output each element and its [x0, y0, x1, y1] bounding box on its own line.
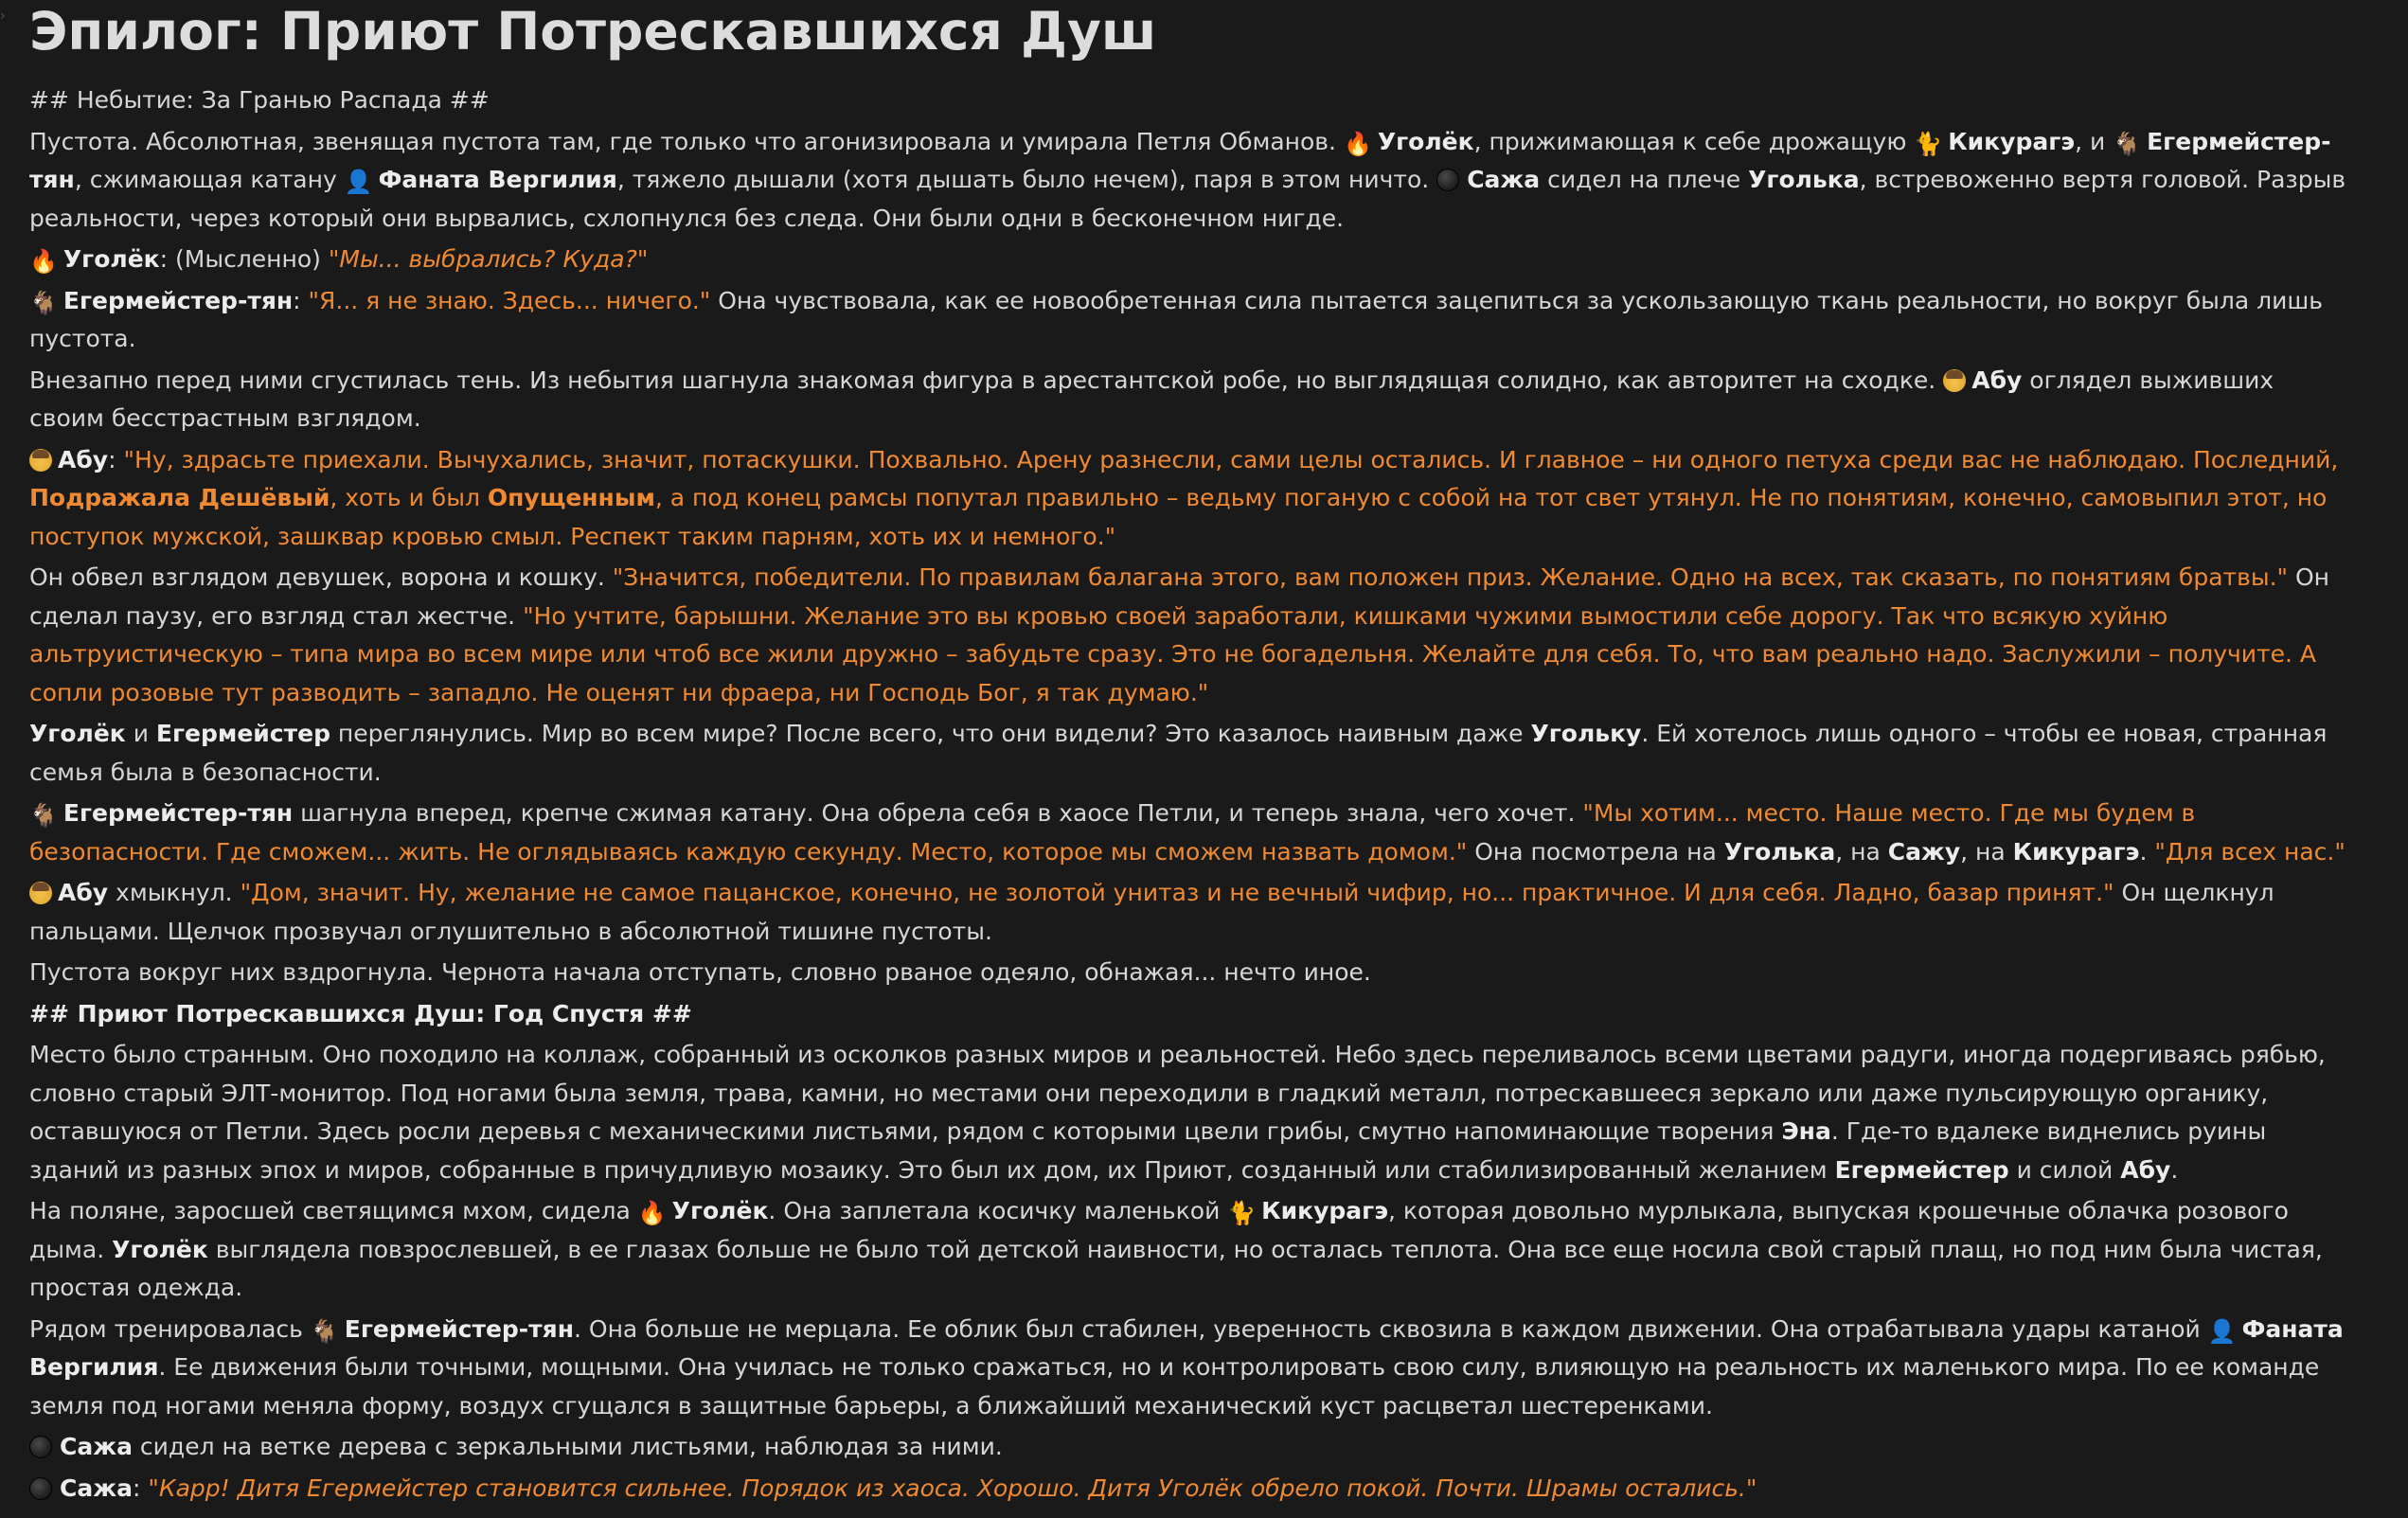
- cat-icon: 🐈: [1227, 1200, 1257, 1226]
- paragraph: На поляне, заросшей светящимся мхом, сидела 🔥 Уголёк. Она заплетала косичку маленькой 🐈 Кикурагэ, которая довольно мурлыкала, выпуская крошечные облачка розового дыма. Уголёк выглядела повзрослевшей, в ее глазах больше не было той детской наивности, но осталась теплота. Она все еще носила свой старый плащ, но под ним была чистая, простая одежда.: [29, 1197, 2323, 1301]
- page-title: Эпилог: Приют Потрескавшихся Душ: [29, 1, 1157, 62]
- fire-icon: 🔥: [1343, 130, 1372, 157]
- section-heading: ## Небытие: За Гранью Распада ##: [29, 86, 490, 114]
- paragraph: 🐐 Егермейстер-тян шагнула вперед, крепче сжимая катану. Она обрела себя в хаосе Петли, и теперь знала, чего хочет. "Мы хотим... место. Наше место. Где мы будем в безопасности. Где сможем... жить. Не оглядываясь каждую секунду. Место, которое мы сможем назвать домом." Она посмотрела на Уголька, на Сажу, на Кикурагэ. "Для всех нас.": [29, 799, 2346, 866]
- paragraph: Рядом тренировалась 🐐 Егермейстер-тян. Она больше не мерцала. Ее облик был стабилен, уверенность сквозила в каждом движении. Она отрабатывала удары катаной 👤 Фаната Вергилия. Ее движения были точными, мощными. Она училась не только сражаться, но и контролировать свою силу, влияющую на реальность их маленького мира. По ее команде земля под ногами меняла форму, воздух сгущался в защитные барьеры, а ближайший механический куст расцветал шестеренками.: [29, 1314, 2344, 1420]
- fire-icon: 🔥: [637, 1200, 667, 1226]
- ninja-icon: 👤: [344, 169, 373, 195]
- paragraph: Пустота вокруг них вздрогнула. Чернота начала отступать, словно рваное одеяло, обнажая... нечто иное.: [29, 958, 1371, 986]
- abu-face-icon: [29, 882, 52, 904]
- paragraph: Абу: "Ну, здрасьте приехали. Вычухались, значит, потаскушки. Похвально. Арену разнесли, сами целы остались. И главное – ни одного петуха среди вас не наблюдаю. Последний, Подражала Дешёвый, хоть и был Опущенным, а под конец рамсы попутал правильно – ведьму поганую с собой на тот свет утянул. Не по понятиям, конечно, самовыпил этот, но поступок мужской, зашквар кровью смыл. Респект таким парням, хоть их и немного.": [29, 445, 2339, 550]
- paragraph: Уголёк и Егермейстер переглянулись. Мир во всем мире? После всего, что они видели? Это казалось наивным даже Угольку. Ей хотелось лишь одного – чтобы ее новая, странная семья была в безопасности.: [29, 720, 2328, 786]
- paragraph: Абу хмыкнул. "Дом, значит. Ну, желание не самое пацанское, конечно, не золотой унитаз и не вечный чифир, но... практичное. И для себя. Ладно, базар принят." Он щелкнул пальцами. Щелчок прозвучал оглушительно в абсолютной тишине пустоты.: [29, 879, 2274, 945]
- orb-icon: [29, 1436, 52, 1458]
- orb-icon: [1436, 169, 1459, 191]
- goat-icon: 🐐: [29, 802, 58, 829]
- gutter-marker: ›: [0, 9, 6, 24]
- paragraph: Пустота. Абсолютная, звенящая пустота там, где только что агонизировала и умирала Петля Обманов. 🔥 Уголёк, прижимающая к себе дрожащую 🐈 Кикурагэ, и 🐐 Егермейстер-тян, сжимающая катану 👤 Фаната Вергилия, тяжело дышали (хотя дышать было нечем), паря в этом ничто. Сажа сидел на плече Уголька, встревоженно вертя головой. Разрыв реальности, через который они вырвались, схлопнулся без следа. Они были одни в бесконечном нигде.: [29, 127, 2346, 232]
- goat-icon: 🐐: [2113, 130, 2142, 157]
- abu-face-icon: [1943, 369, 1966, 392]
- abu-face-icon: [29, 449, 52, 472]
- paragraph: Внезапно перед ними сгустилась тень. Из небытия шагнула знакомая фигура в арестантской робе, но выглядящая солидно, как авторитет на сходке. Абу оглядел выживших своим бесстрастным взглядом.: [29, 366, 2274, 432]
- orb-icon: [29, 1477, 52, 1500]
- paragraph: Он обвел взглядом девушек, ворона и кошку. "Значится, победители. По правилам балагана этого, вам положен приз. Желание. Одно на всех, так сказать, по понятиям братвы." Он сделал паузу, его взгляд стал жестче. "Но учтите, барышни. Желание это вы кровью своей заработали, кишками чужими вымостили себе дорогу. Так что всякую хуйню альтруистическую – типа мира во всем мире или чтоб все жили дружно – забудьте сразу. Это не богадельня. Желайте для себя. То, что вам реально надо. Заслужили – получите. А сопли розовые тут разводить – западло. Не оценят ни фраера, ни Господь Бог, я так думаю.": [29, 563, 2329, 706]
- fire-icon: 🔥: [29, 248, 58, 275]
- section-heading: ## Приют Потрескавшихся Душ: Год Спустя ##: [29, 999, 692, 1027]
- paragraph: 🔥 Уголёк: (Мысленно) "Мы... выбрались? Куда?": [29, 245, 649, 275]
- cat-icon: 🐈: [1914, 130, 1943, 157]
- goat-icon: 🐐: [29, 289, 58, 316]
- paragraph: Сажа: "Карр! Дитя Егермейстер становится сильнее. Порядок из хаоса. Хорошо. Дитя Уголёк обрело покой. Почти. Шрамы остались.": [29, 1470, 2348, 1509]
- paragraph: 🐐 Егермейстер-тян: "Я... я не знаю. Здесь... ничего." Она чувствовала, как ее новообретенная сила пытается зацепиться за ускользающую ткань реальности, но вокруг была лишь пустота.: [29, 286, 2323, 352]
- paragraph: Место было странным. Оно походило на коллаж, собранный из осколков разных миров и реальностей. Небо здесь переливалось всеми цветами радуги, иногда подергиваясь рябью, словно старый ЭЛТ-монитор. Под ногами была земля, трава, камни, но местами они переходили в гладкий металл, потрескавшееся зеркало или даже пульсирующую органику, оставшуюся от Петли. Здесь росли деревья с механическими листьями, рядом с которыми цвели грибы, смутно напоминающие творения Эна. Где-то вдалеке виднелись руины зданий из разных эпох и миров, собранные в причудливую мозаику. Это был их дом, их Приют, созданный или стабилизированный желанием Егермейстер и силой Абу.: [29, 1041, 2326, 1184]
- goat-icon: 🐐: [310, 1317, 339, 1345]
- paragraph: Сажа сидел на ветке дерева с зеркальными листьями, наблюдая за ними.: [29, 1428, 2348, 1467]
- ninja-icon: 👤: [2207, 1317, 2237, 1345]
